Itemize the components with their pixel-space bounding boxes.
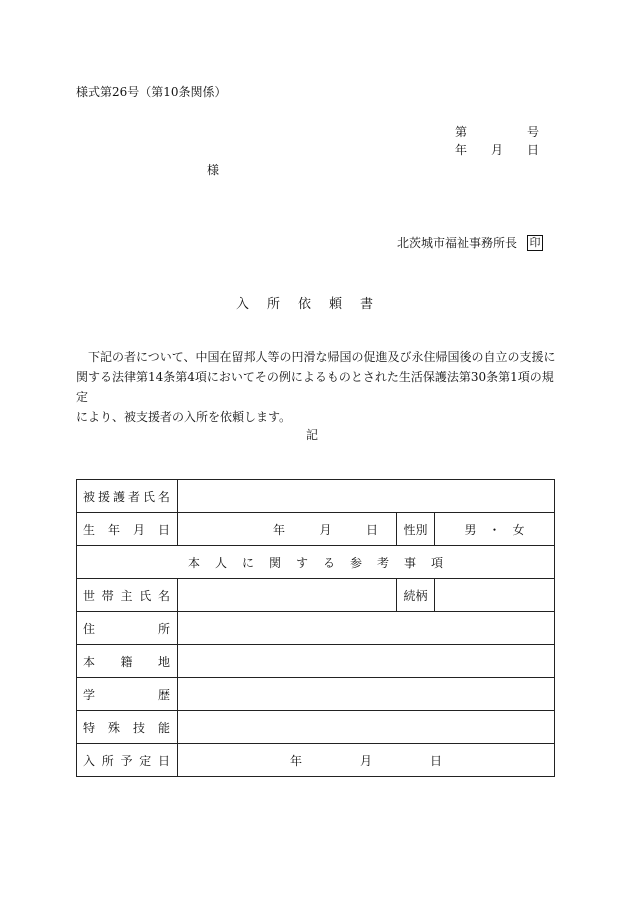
name-label-cell (77, 480, 178, 513)
sched-year: 年 (290, 753, 303, 768)
document-title: 入所依頼書 (236, 297, 392, 312)
body-line-1: 下記の者について、中国在留邦人等の円滑な帰国の促進及び永住帰国後の自立の支援に (88, 350, 556, 364)
row-section (77, 546, 555, 579)
sex-label: 性別 (397, 513, 435, 546)
address-label: 住 所 (83, 621, 170, 636)
skills-label: 特 殊 技 能 (83, 720, 170, 735)
sex-field[interactable]: 男 ・ 女 (435, 513, 555, 546)
skills-field[interactable] (178, 711, 555, 744)
request-form-table (76, 479, 555, 777)
sched-month: 月 (359, 753, 372, 768)
household-field[interactable] (178, 579, 397, 612)
address-label-cell (77, 612, 178, 645)
issue-date (455, 141, 539, 158)
skills-label-cell (77, 711, 178, 744)
section-header: 本人に関する参考事項 (77, 546, 555, 579)
birth-date-field[interactable] (178, 513, 397, 546)
domicile-field[interactable] (178, 645, 555, 678)
relation-field[interactable] (435, 579, 555, 612)
row-address (77, 612, 555, 645)
seal-mark: 印 (527, 235, 543, 251)
row-domicile (77, 645, 555, 678)
row-scheduled (77, 744, 555, 777)
domicile-label: 本 籍 地 (83, 654, 170, 669)
date-month: 月 (490, 143, 503, 157)
row-name (77, 480, 555, 513)
scheduled-label: 入 所 予 定 日 (83, 753, 170, 768)
birth-year: 年 (273, 522, 286, 537)
date-day: 日 (526, 143, 539, 157)
birth-day: 日 (365, 522, 378, 537)
ref-gou: 号 (526, 125, 539, 139)
addressee-suffix: 様 (207, 163, 220, 177)
name-field[interactable] (178, 480, 555, 513)
body-line-2: 関する法律第14条第4項においてその例によるものとされた生活保護法第30条第1項の規定 (76, 370, 554, 404)
row-household (77, 579, 555, 612)
ki-heading: 記 (306, 428, 319, 442)
domicile-label-cell (77, 645, 178, 678)
reference-number (455, 123, 539, 140)
birth-month: 月 (319, 522, 332, 537)
ref-dai: 第 (455, 125, 468, 139)
row-birth (77, 513, 555, 546)
household-label-cell (77, 579, 178, 612)
form-number: 様式第26号（第10条関係） (76, 85, 227, 99)
education-label: 学 歴 (83, 687, 170, 702)
row-education (77, 678, 555, 711)
date-year: 年 (455, 143, 468, 157)
address-field[interactable] (178, 612, 555, 645)
education-field[interactable] (178, 678, 555, 711)
birth-label-cell (77, 513, 178, 546)
education-label-cell (77, 678, 178, 711)
household-label: 世 帯 主 氏 名 (83, 588, 170, 603)
sender-name: 北茨城市福祉事務所長 (397, 236, 518, 250)
scheduled-label-cell (77, 744, 178, 777)
row-skills (77, 711, 555, 744)
body-text (76, 347, 556, 427)
relation-label: 続柄 (397, 579, 435, 612)
sender (397, 234, 543, 251)
name-label: 被 援 護 者 氏 名 (83, 489, 170, 504)
birth-label: 生 年 月 日 (83, 522, 170, 537)
sched-day: 日 (429, 753, 442, 768)
scheduled-date-field[interactable] (178, 744, 555, 777)
body-line-3: により、被支援者の入所を依頼します。 (76, 410, 292, 424)
